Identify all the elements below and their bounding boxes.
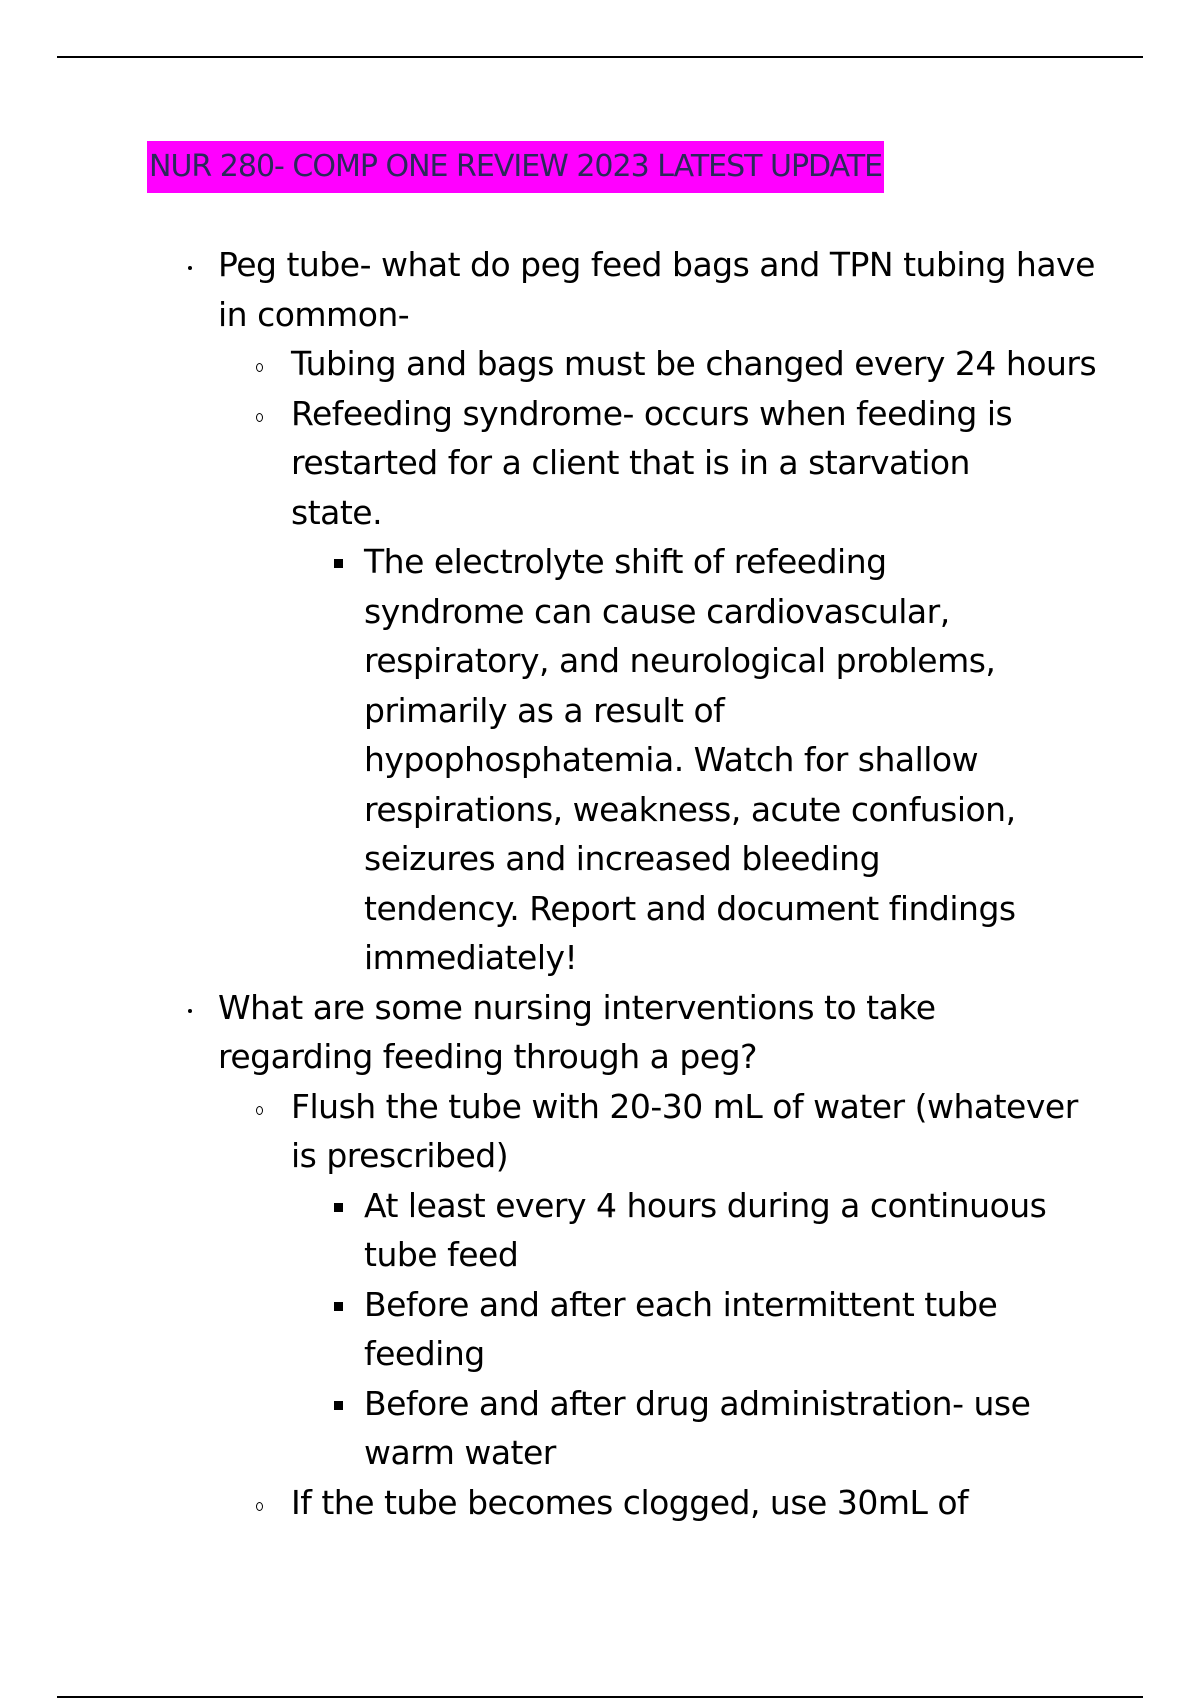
list-item xyxy=(291,1478,1200,1528)
list-item xyxy=(364,686,1200,736)
dot-bullet-icon xyxy=(184,240,196,290)
circle-bullet-icon xyxy=(253,1478,269,1528)
bottom-rule xyxy=(57,1696,1143,1698)
list-item-text: regarding feeding through a peg? xyxy=(218,1037,758,1076)
list-item-text: Before and after each intermittent tube xyxy=(364,1284,998,1324)
list-item-text: Tubing and bags must be changed every 24 hours xyxy=(291,344,1097,383)
list-item-text: tube feed xyxy=(364,1235,519,1274)
list-item xyxy=(364,834,1200,884)
list-item-text: If the tube becomes clogged, use 30mL of xyxy=(291,1482,969,1522)
list-item xyxy=(291,488,1200,538)
list-item xyxy=(364,1181,1200,1231)
list-item xyxy=(218,983,1200,1033)
list-item-text: seizures and increased bleeding xyxy=(364,839,881,878)
square-bullet-icon xyxy=(332,1181,344,1231)
list-item-text: At least every 4 hours during a continuous xyxy=(364,1185,1047,1225)
list-item xyxy=(364,1329,1200,1379)
list-item-text: warm water xyxy=(364,1433,556,1472)
square-bullet-icon xyxy=(332,1280,344,1330)
list-item xyxy=(364,1280,1200,1330)
list-item xyxy=(364,735,1200,785)
list-item xyxy=(364,587,1200,637)
list-item xyxy=(364,933,1200,983)
list-item-text: Before and after drug administration- use xyxy=(364,1383,1031,1423)
list-item xyxy=(291,1131,1200,1181)
list-item-text: The electrolyte shift of refeeding xyxy=(364,542,887,581)
list-item-text: Refeeding syndrome- occurs when feeding is xyxy=(291,393,1013,433)
list-item-text: state. xyxy=(291,492,383,532)
list-item xyxy=(218,1032,1200,1082)
list-item xyxy=(364,785,1200,835)
list-item-text: restarted for a client that is in a starvation xyxy=(291,443,970,482)
list-item-text: syndrome can cause cardiovascular, xyxy=(364,591,950,631)
list-item-text: in common- xyxy=(218,294,410,334)
document-title: NUR 280- COMP ONE REVIEW 2023 LATEST UPDATE xyxy=(147,141,884,193)
circle-bullet-icon xyxy=(253,339,269,389)
list-item-text: Peg tube- what do peg feed bags and TPN tubing have xyxy=(218,245,1095,284)
circle-bullet-icon xyxy=(253,1082,269,1132)
top-rule xyxy=(57,56,1143,58)
list-item xyxy=(364,1230,1200,1280)
dot-bullet-icon xyxy=(184,983,196,1033)
list-item xyxy=(218,290,1200,340)
list-item-text: What are some nursing interventions to take xyxy=(218,987,936,1027)
list-item-text: is prescribed) xyxy=(291,1136,509,1175)
list-item xyxy=(364,636,1200,686)
list-item-text: respiratory, and neurological problems, xyxy=(364,641,996,680)
list-item xyxy=(364,1428,1200,1478)
list-item xyxy=(364,537,1200,587)
list-item-text: feeding xyxy=(364,1334,485,1373)
list-item-text: respirations, weakness, acute confusion, xyxy=(364,789,1016,829)
list-item xyxy=(291,1082,1200,1132)
list-item-text: primarily as a result of xyxy=(364,690,725,730)
list-item xyxy=(291,389,1200,439)
list-item xyxy=(364,884,1200,934)
list-item xyxy=(291,339,1200,389)
list-item xyxy=(218,240,1200,290)
outline-list xyxy=(0,240,1200,1527)
list-item xyxy=(291,438,1200,488)
square-bullet-icon xyxy=(332,1379,344,1429)
circle-bullet-icon xyxy=(253,389,269,439)
list-item xyxy=(364,1379,1200,1429)
list-item-text: tendency. Report and document findings xyxy=(364,888,1016,928)
square-bullet-icon xyxy=(332,537,344,587)
list-item-text: Flush the tube with 20-30 mL of water (whatever xyxy=(291,1086,1078,1126)
list-item-text: hypophosphatemia. Watch for shallow xyxy=(364,740,979,779)
list-item-text: immediately! xyxy=(364,938,578,977)
